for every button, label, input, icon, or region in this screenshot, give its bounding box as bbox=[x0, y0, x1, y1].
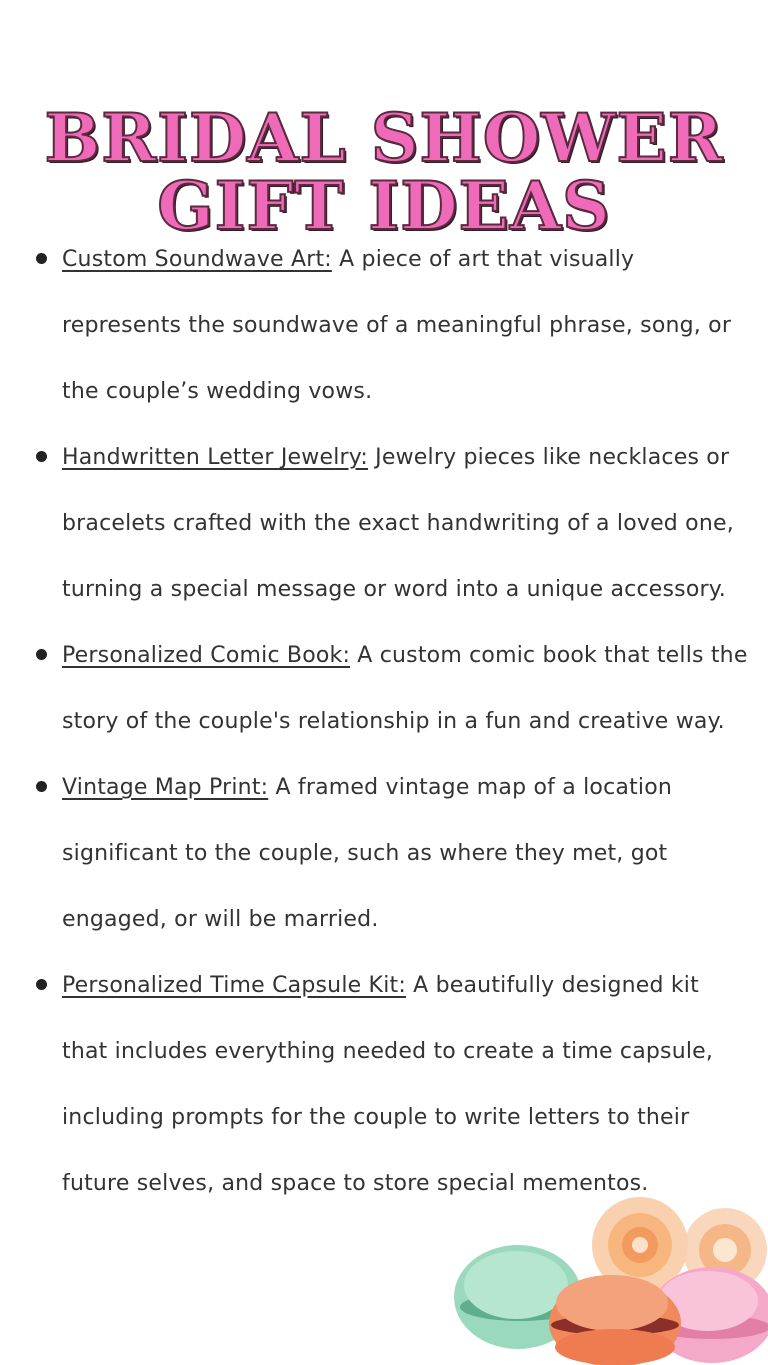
bullet-icon bbox=[36, 649, 47, 660]
item-description: A piece of art that visually represents the soundwave of a meaningful phrase, song, or the couple’s wedding vows. bbox=[62, 247, 732, 404]
item-title: Vintage Map Print: bbox=[62, 775, 269, 800]
list-item bbox=[0, 227, 768, 425]
item-description: A custom comic book that tells the story of the couple's relationship in a fun and creative way. bbox=[62, 643, 748, 734]
list-item bbox=[0, 953, 768, 1217]
item-description: A framed vintage map of a location significant to the couple, such as where they met, got engaged, or will be married. bbox=[62, 775, 673, 932]
title-line-2: GIFT IDEAS bbox=[157, 167, 611, 246]
list-item bbox=[0, 623, 768, 755]
item-title: Personalized Time Capsule Kit: bbox=[62, 973, 406, 998]
item-description: Jewelry pieces like necklaces or bracelets crafted with the exact handwriting of a loved one, turning a special message or word into a unique accessory. bbox=[62, 445, 734, 602]
item-title: Custom Soundwave Art: bbox=[62, 247, 332, 272]
bullet-icon bbox=[36, 253, 47, 264]
list-item bbox=[0, 425, 768, 623]
macarons-illustration bbox=[450, 1195, 768, 1365]
bullet-icon bbox=[36, 451, 47, 462]
page-title bbox=[0, 99, 768, 246]
item-description: A beautifully designed kit that includes everything needed to create a time capsule, including prompts for the couple to write letters to their future selves, and space to store special mementos. bbox=[62, 973, 714, 1196]
list-item bbox=[0, 755, 768, 953]
gift-ideas-list bbox=[0, 227, 768, 1217]
item-title: Personalized Comic Book: bbox=[62, 643, 351, 668]
bullet-icon bbox=[36, 979, 47, 990]
title-line-1: BRIDAL SHOWER bbox=[44, 99, 724, 178]
bullet-icon bbox=[36, 781, 47, 792]
item-title: Handwritten Letter Jewelry: bbox=[62, 445, 368, 470]
